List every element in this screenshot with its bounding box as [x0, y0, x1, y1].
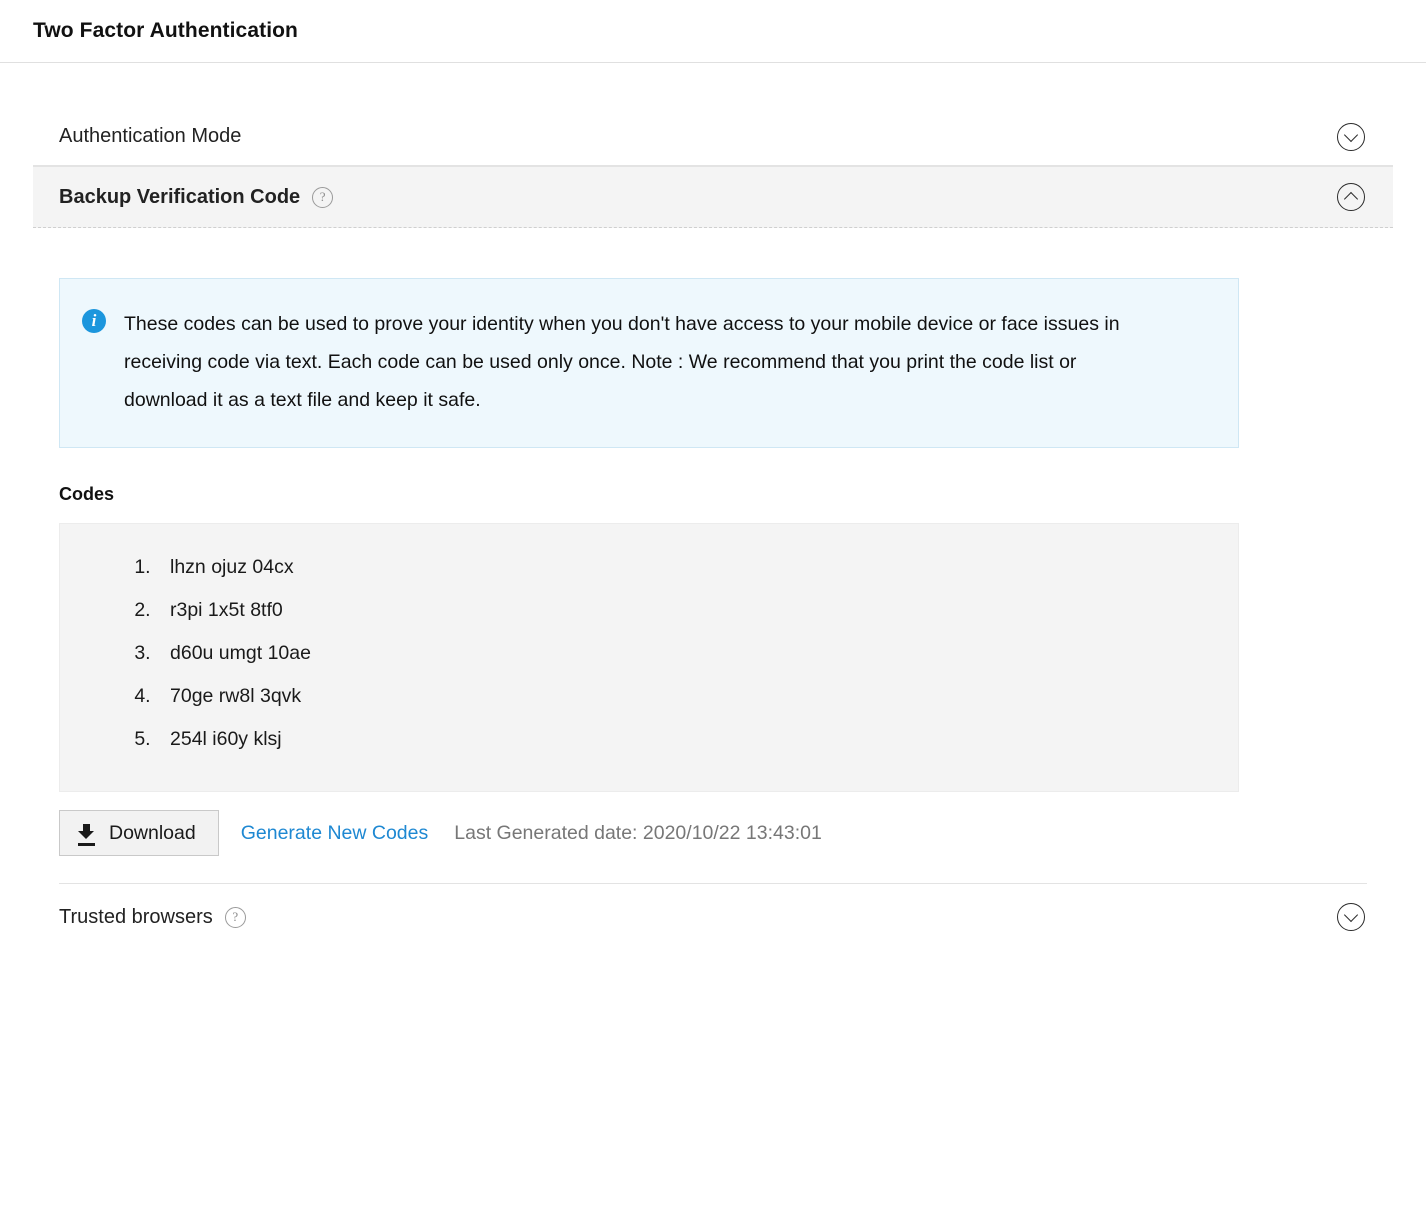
section-trusted-browsers[interactable] [33, 884, 1393, 950]
section-authentication-mode[interactable] [33, 108, 1393, 166]
section-label-trusted-browsers [59, 906, 246, 929]
download-button-label: Download [109, 821, 196, 844]
section-backup-verification-code[interactable] [33, 166, 1393, 228]
page-title: Two Factor Authentication [33, 19, 298, 42]
list-item: 2. r3pi 1x5t 8tf0 [156, 589, 1238, 632]
chevron-down-icon[interactable] [1337, 123, 1365, 151]
list-item: 4. 70ge rw8l 3qvk [156, 675, 1238, 718]
info-banner [59, 278, 1239, 448]
page-header [0, 0, 1426, 63]
info-icon: i [82, 309, 106, 333]
section-label-authentication-mode: Authentication Mode [59, 125, 242, 147]
download-button[interactable] [59, 810, 219, 856]
list-item: 1. lhzn ojuz 04cx [156, 546, 1238, 589]
list-item: 3. d60u umgt 10ae [156, 632, 1238, 675]
codes-actions [59, 810, 1367, 856]
section-title-text: Backup Verification Code [59, 185, 301, 208]
generate-new-codes-link[interactable]: Generate New Codes [240, 821, 429, 844]
settings-content [0, 108, 1426, 950]
codes-list [60, 546, 1238, 761]
question-mark-icon[interactable]: ? [312, 187, 333, 208]
backup-code-panel [33, 278, 1393, 884]
question-mark-icon[interactable]: ? [225, 907, 246, 928]
codes-heading: Codes [59, 484, 115, 504]
download-icon [78, 824, 95, 843]
chevron-down-icon[interactable] [1337, 903, 1365, 931]
section-title-text: Trusted browsers [59, 905, 213, 928]
chevron-up-icon[interactable] [1337, 183, 1365, 211]
last-generated-date: Last Generated date: 2020/10/22 13:43:01 [454, 821, 822, 844]
info-banner-text: These codes can be used to prove your identity when you don't have access to your mobile device or face issues in receiving code via text. Each code can be used only once. Note : We recommend that you print the code list or download it as a text file and keep it safe. [124, 313, 1120, 411]
section-label-backup-verification-code [59, 186, 333, 209]
codes-box [59, 523, 1239, 792]
list-item: 5. 254l i60y klsj [156, 718, 1238, 761]
